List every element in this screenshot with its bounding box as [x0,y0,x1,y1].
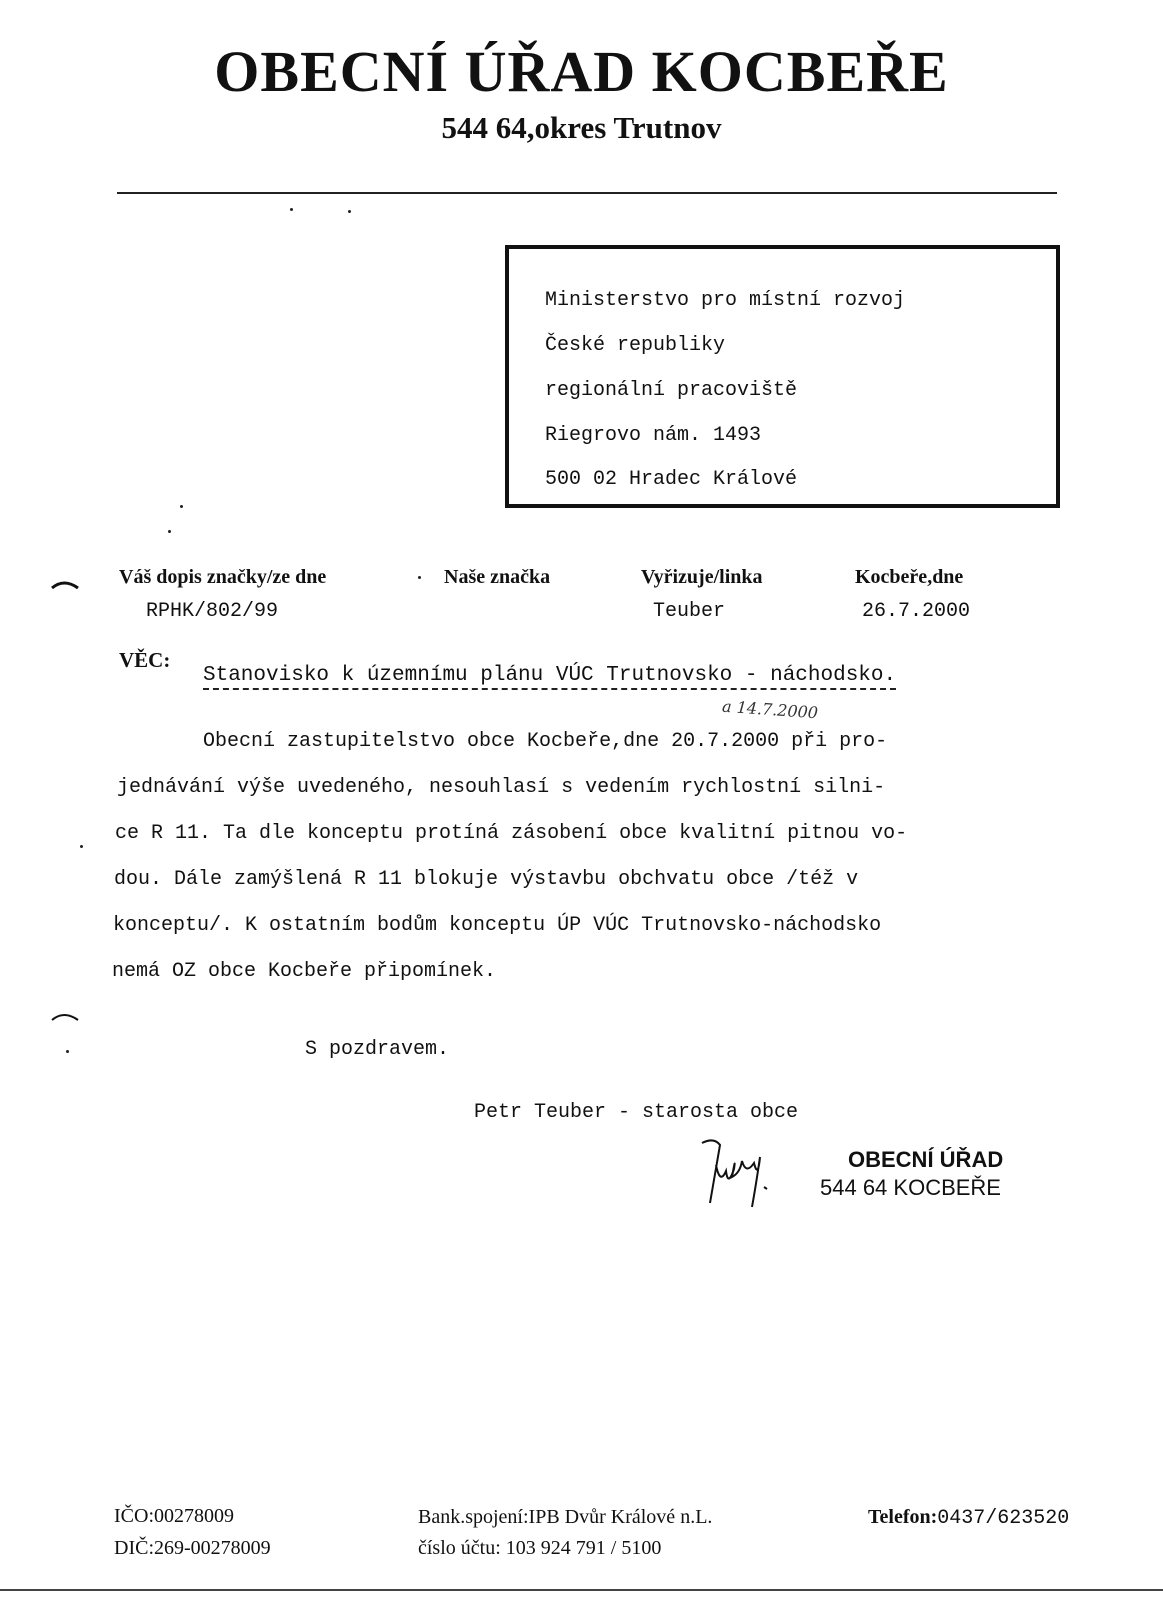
scan-speck [290,208,293,211]
scan-speck [168,530,171,533]
handwritten-signature [696,1135,786,1215]
scan-speck [80,845,83,848]
footer-phone-value: 0437/623520 [937,1507,1070,1530]
letterhead-title: OBECNÍ ÚŘAD KOCBEŘE [214,39,949,104]
footer-ico: IČO:00278009 [114,1505,234,1527]
subject-label: VĚC: [119,648,171,672]
recipient-line: České republiky [545,334,726,357]
recipient-address-box [505,245,1060,508]
your-letter-value: RPHK/802/99 [146,600,279,623]
scan-mark [50,578,82,592]
body-line: jednávání výše uvedeného, nesouhlasí s vedením rychlostní silni- [117,776,886,799]
scan-speck [66,1050,69,1053]
handled-by-label: Vyřizuje/linka [641,566,763,588]
greeting: S pozdravem. [305,1038,450,1061]
scan-mark [50,1010,82,1024]
stamp-line-1: OBECNÍ ÚŘAD [848,1147,1004,1172]
recipient-line: 500 02 Hradec Králové [545,468,798,491]
signer-name: Petr Teuber - starosta obce [474,1101,799,1124]
footer-bank: Bank.spojení:IPB Dvůr Králové n.L. [418,1506,713,1528]
date-label: Kocbeře,dne [855,566,964,588]
bottom-edge-line [0,1589,1163,1591]
your-letter-label: Váš dopis značky/ze dne [119,566,327,588]
letterhead-rule [117,192,1057,194]
footer-account: číslo účtu: 103 924 791 / 5100 [418,1537,662,1559]
body-line: ce R 11. Ta dle konceptu protíná zásobení obce kvalitní pitnou vo- [115,822,908,845]
body-line: konceptu/. K ostatním bodům konceptu ÚP VÚC Trutnovsko-náchodsko [113,914,882,937]
subject-text: Stanovisko k územnímu plánu VÚC Trutnovsko - náchodsko. [203,664,896,690]
our-ref-label: Naše značka [444,566,551,588]
body-line: dou. Dále zamýšlená R 11 blokuje výstavbu obchvatu obce /též v [114,868,859,891]
scan-speck [418,576,421,579]
handwritten-note: a 14.7.2000 [721,696,819,723]
scan-speck [180,505,183,508]
recipient-line: Riegrovo nám. 1493 [545,424,762,447]
body-line: nemá OZ obce Kocbeře připomínek. [112,960,497,983]
body-line: Obecní zastupitelstvo obce Kocbeře,dne 20.7.2000 při pro- [203,730,888,753]
date-value: 26.7.2000 [862,600,971,623]
recipient-line: Ministerstvo pro místní rozvoj [545,289,906,312]
handled-by-value: Teuber [653,600,726,623]
scan-speck [348,210,351,213]
recipient-line: regionální pracoviště [545,379,798,402]
footer-phone [868,1506,1069,1530]
footer-dic: DIČ:269-00278009 [114,1537,271,1559]
letterhead-subtitle: 544 64,okres Trutnov [441,110,722,145]
stamp-line-2: 544 64 KOCBEŘE [820,1175,1001,1200]
footer-phone-label: Telefon: [868,1506,938,1528]
